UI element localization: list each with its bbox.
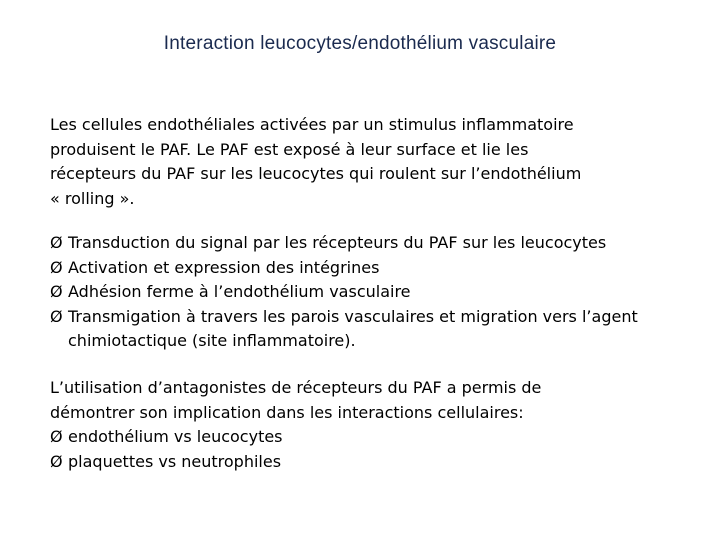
conclusion-line: L’utilisation d’antagonistes de récepteurs du PAF a permis de [50, 378, 542, 397]
page-title: Interaction leucocytes/endothélium vasculaire [163, 33, 557, 54]
intro-paragraph [50, 113, 700, 211]
list-item [50, 280, 700, 305]
arrow-bullet-icon: Ø [50, 306, 63, 326]
step-text: Transduction du signal par les récepteurs du PAF sur les leucocytes [68, 233, 607, 252]
intro-line: produisent le PAF. Le PAF est exposé à leur surface et lie les [50, 139, 529, 159]
arrow-bullet-icon: Ø [50, 427, 63, 446]
step-text: Activation et expression des intégrines [68, 257, 380, 277]
intro-line: « rolling ». [50, 188, 135, 208]
step-text: Transmigation à travers les parois vasculaires et migration vers l’agent chimiotactique (site inflammatoire). [68, 306, 638, 350]
arrow-bullet-icon: Ø [50, 282, 63, 301]
intro-line: Les cellules endothéliales activées par un stimulus inflammatoire [50, 115, 574, 134]
list-item [50, 231, 700, 256]
list-item [50, 425, 700, 450]
interaction-text: endothélium vs leucocytes [68, 427, 283, 446]
list-item [50, 256, 700, 281]
interaction-text: plaquettes vs neutrophiles [68, 451, 282, 471]
list-item [50, 450, 700, 475]
list-item [50, 305, 700, 354]
conclusion-paragraph [50, 376, 700, 474]
conclusion-line: démontrer son implication dans les interactions cellulaires: [50, 402, 524, 422]
intro-line: récepteurs du PAF sur les leucocytes qui roulent sur l’endothélium [50, 164, 582, 183]
arrow-bullet-icon: Ø [50, 233, 63, 252]
arrow-bullet-icon: Ø [50, 257, 63, 277]
step-text: Adhésion ferme à l’endothélium vasculaire [68, 282, 411, 301]
steps-list [50, 231, 700, 354]
arrow-bullet-icon: Ø [50, 451, 63, 471]
